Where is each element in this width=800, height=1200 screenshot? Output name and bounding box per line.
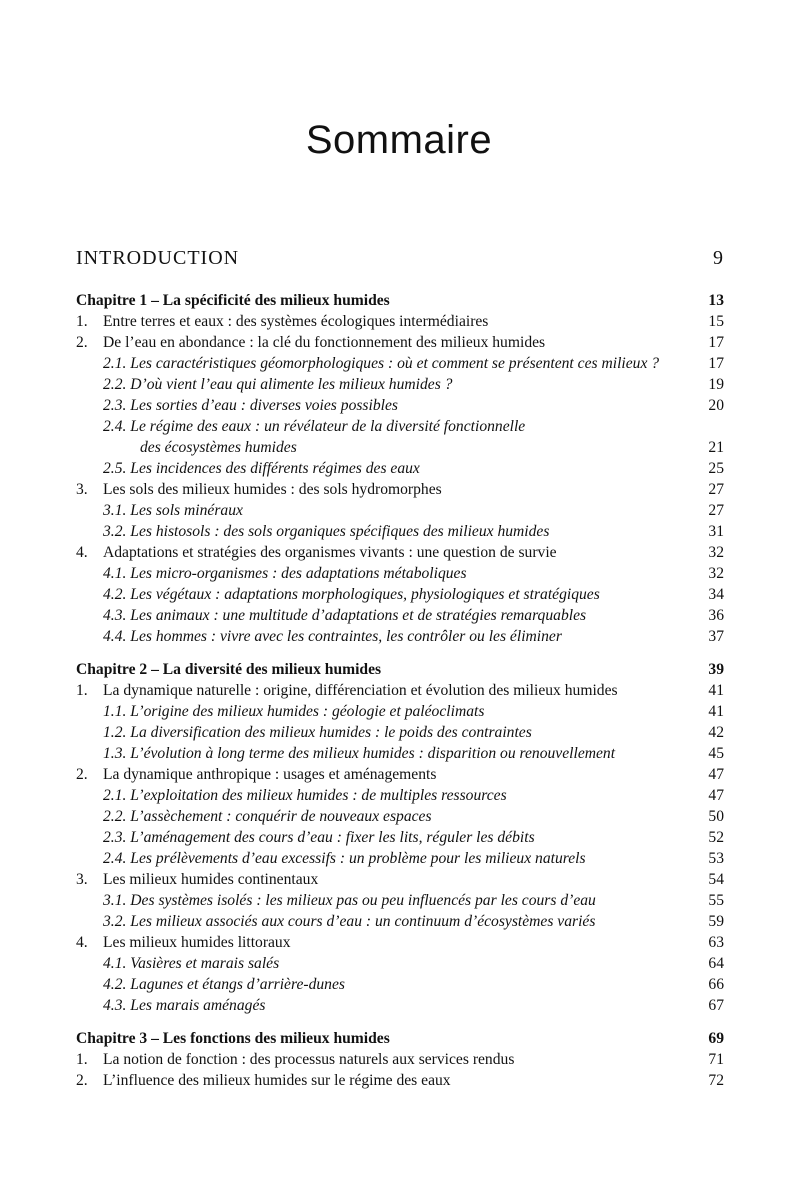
toc-introduction-page: 9 — [713, 247, 724, 269]
subsection-title: 4.3. Les animaux : une multitude d’adaptations et de stratégies remarquables — [103, 607, 587, 624]
toc-subsection[interactable] — [76, 374, 724, 395]
subsection-title: 2.1. Les caractéristiques géomorphologiques : où et comment se présentent ces milieux ? — [103, 355, 660, 372]
section-page: 72 — [708, 1072, 724, 1089]
subsection-page: 64 — [708, 955, 724, 972]
chapter-page: 39 — [708, 661, 724, 678]
toc-subsection[interactable] — [76, 701, 724, 722]
subsection-title: 4.2. Les végétaux : adaptations morphologiques, physiologiques et stratégiques — [103, 586, 600, 603]
chapter-title: Chapitre 1 – La spécificité des milieux humides — [76, 292, 390, 309]
toc-subsection[interactable] — [76, 911, 724, 932]
subsection-page: 37 — [708, 628, 724, 645]
subsection-title: 3.1. Des systèmes isolés : les milieux pas ou peu influencés par les cours d’eau — [103, 892, 596, 909]
subsection-page: 27 — [708, 502, 724, 519]
subsection-title: des écosystèmes humides — [140, 439, 297, 456]
toc-subsection[interactable] — [76, 395, 724, 416]
toc-subsection[interactable] — [76, 743, 724, 764]
subsection-title: 2.2. L’assèchement : conquérir de nouveaux espaces — [103, 808, 432, 825]
toc-subsection[interactable] — [76, 605, 724, 626]
toc-section[interactable] — [76, 332, 724, 353]
section-title: Les milieux humides continentaux — [103, 871, 319, 888]
table-of-contents — [76, 290, 724, 1091]
section-title: La dynamique naturelle : origine, différenciation et évolution des milieux humides — [103, 682, 618, 699]
toc-subsection[interactable] — [76, 806, 724, 827]
section-page: 63 — [708, 934, 724, 951]
subsection-title: 4.2. Lagunes et étangs d’arrière-dunes — [103, 976, 345, 993]
subsection-page: 67 — [708, 997, 724, 1014]
section-title: L’influence des milieux humides sur le régime des eaux — [103, 1072, 451, 1089]
section-number: 1. — [76, 313, 88, 330]
subsection-page: 66 — [708, 976, 724, 993]
section-page: 54 — [708, 871, 724, 888]
section-title: La dynamique anthropique : usages et aménagements — [103, 766, 437, 783]
toc-section[interactable] — [76, 1070, 724, 1091]
subsection-page: 19 — [708, 376, 724, 393]
toc-section[interactable] — [76, 311, 724, 332]
toc-subsection[interactable] — [76, 827, 724, 848]
subsection-title: 1.2. La diversification des milieux humides : le poids des contraintes — [103, 724, 532, 741]
subsection-page: 42 — [708, 724, 724, 741]
toc-section[interactable] — [76, 680, 724, 701]
chapter-title: Chapitre 3 – Les fonctions des milieux humides — [76, 1030, 390, 1047]
toc-subsection[interactable] — [76, 848, 724, 869]
subsection-title: 1.3. L’évolution à long terme des milieux humides : disparition ou renouvellement — [103, 745, 616, 762]
toc-chapter-2[interactable] — [76, 659, 724, 680]
subsection-page: 34 — [708, 586, 724, 603]
section-title: La notion de fonction : des processus naturels aux services rendus — [103, 1051, 515, 1068]
section-number: 1. — [76, 682, 88, 699]
subsection-title: 2.3. L’aménagement des cours d’eau : fixer les lits, réguler les débits — [103, 829, 535, 846]
toc-subsection[interactable] — [76, 416, 724, 437]
subsection-page: 21 — [708, 439, 724, 456]
subsection-title: 2.5. Les incidences des différents régimes des eaux — [103, 460, 420, 477]
section-number: 2. — [76, 766, 88, 783]
subsection-page: 20 — [708, 397, 724, 414]
subsection-page: 55 — [708, 892, 724, 909]
subsection-title: 2.1. L’exploitation des milieux humides : de multiples ressources — [103, 787, 507, 804]
subsection-page: 17 — [708, 355, 724, 372]
toc-subsection[interactable] — [76, 584, 724, 605]
section-page: 17 — [708, 334, 724, 351]
subsection-page: 41 — [708, 703, 724, 720]
section-title: Les sols des milieux humides : des sols hydromorphes — [103, 481, 442, 498]
toc-subsection[interactable] — [76, 785, 724, 806]
toc-subsection[interactable] — [76, 890, 724, 911]
subsection-title: 1.1. L’origine des milieux humides : géologie et paléoclimats — [103, 703, 485, 720]
toc-section[interactable] — [76, 764, 724, 785]
section-number: 2. — [76, 1072, 88, 1089]
subsection-page: 47 — [708, 787, 724, 804]
section-page: 41 — [708, 682, 724, 699]
toc-subsection-continuation[interactable] — [76, 437, 724, 458]
toc-subsection[interactable] — [76, 353, 724, 374]
section-page: 32 — [708, 544, 724, 561]
subsection-title: 3.2. Les milieux associés aux cours d’eau : un continuum d’écosystèmes variés — [103, 913, 596, 930]
subsection-page: 31 — [708, 523, 724, 540]
toc-section[interactable] — [76, 1049, 724, 1070]
section-title: Les milieux humides littoraux — [103, 934, 291, 951]
toc-introduction-label: INTRODUCTION — [76, 247, 240, 269]
section-page: 71 — [708, 1051, 724, 1068]
section-page: 15 — [708, 313, 724, 330]
toc-subsection[interactable] — [76, 953, 724, 974]
toc-chapter-1[interactable] — [76, 290, 724, 311]
subsection-page: 25 — [708, 460, 724, 477]
subsection-page: 45 — [708, 745, 724, 762]
section-number: 1. — [76, 1051, 88, 1068]
subsection-page: 32 — [708, 565, 724, 582]
subsection-title: 2.4. Les prélèvements d’eau excessifs : un problème pour les milieux naturels — [103, 850, 586, 867]
toc-subsection[interactable] — [76, 626, 724, 647]
chapter-page: 13 — [708, 292, 724, 309]
section-title: De l’eau en abondance : la clé du fonctionnement des milieux humides — [103, 334, 546, 351]
toc-subsection[interactable] — [76, 722, 724, 743]
section-number: 4. — [76, 934, 88, 951]
subsection-title: 4.3. Les marais aménagés — [103, 997, 266, 1014]
subsection-page: 59 — [708, 913, 724, 930]
section-number: 3. — [76, 871, 88, 888]
chapter-title: Chapitre 2 – La diversité des milieux humides — [76, 661, 382, 678]
subsection-title: 3.1. Les sols minéraux — [103, 502, 243, 519]
chapter-page: 69 — [708, 1030, 724, 1047]
subsection-title: 4.4. Les hommes : vivre avec les contraintes, les contrôler ou les éliminer — [103, 628, 562, 645]
section-number: 2. — [76, 334, 88, 351]
toc-section[interactable] — [76, 479, 724, 500]
section-number: 3. — [76, 481, 88, 498]
toc-subsection[interactable] — [76, 974, 724, 995]
subsection-title: 4.1. Vasières et marais salés — [103, 955, 280, 972]
chapter-spacer — [76, 647, 724, 659]
subsection-title: 3.2. Les histosols : des sols organiques spécifiques des milieux humides — [103, 523, 550, 540]
toc-section[interactable] — [76, 869, 724, 890]
section-title: Entre terres et eaux : des systèmes écologiques intermédiaires — [103, 313, 489, 330]
toc-subsection[interactable] — [76, 458, 724, 479]
toc-section[interactable] — [76, 932, 724, 953]
subsection-title: 2.4. Le régime des eaux : un révélateur de la diversité fonctionnelle — [103, 418, 526, 435]
section-number: 4. — [76, 544, 88, 561]
section-title: Adaptations et stratégies des organismes vivants : une question de survie — [103, 544, 557, 561]
toc-section[interactable] — [76, 542, 724, 563]
page-title: Sommaire — [305, 118, 493, 162]
subsection-title: 2.2. D’où vient l’eau qui alimente les milieux humides ? — [103, 376, 453, 393]
toc-subsection[interactable] — [76, 563, 724, 584]
section-page: 27 — [708, 481, 724, 498]
subsection-page: 36 — [708, 607, 724, 624]
subsection-title: 2.3. Les sorties d’eau : diverses voies possibles — [103, 397, 398, 414]
toc-introduction[interactable] — [76, 247, 724, 275]
subsection-page: 53 — [708, 850, 724, 867]
section-page: 47 — [708, 766, 724, 783]
toc-subsection[interactable] — [76, 500, 724, 521]
toc-subsection[interactable] — [76, 521, 724, 542]
subsection-page: 52 — [708, 829, 724, 846]
chapter-spacer — [76, 1016, 724, 1028]
toc-subsection[interactable] — [76, 995, 724, 1016]
toc-chapter-3[interactable] — [76, 1028, 724, 1049]
subsection-page: 50 — [708, 808, 724, 825]
subsection-title: 4.1. Les micro-organismes : des adaptations métaboliques — [103, 565, 467, 582]
